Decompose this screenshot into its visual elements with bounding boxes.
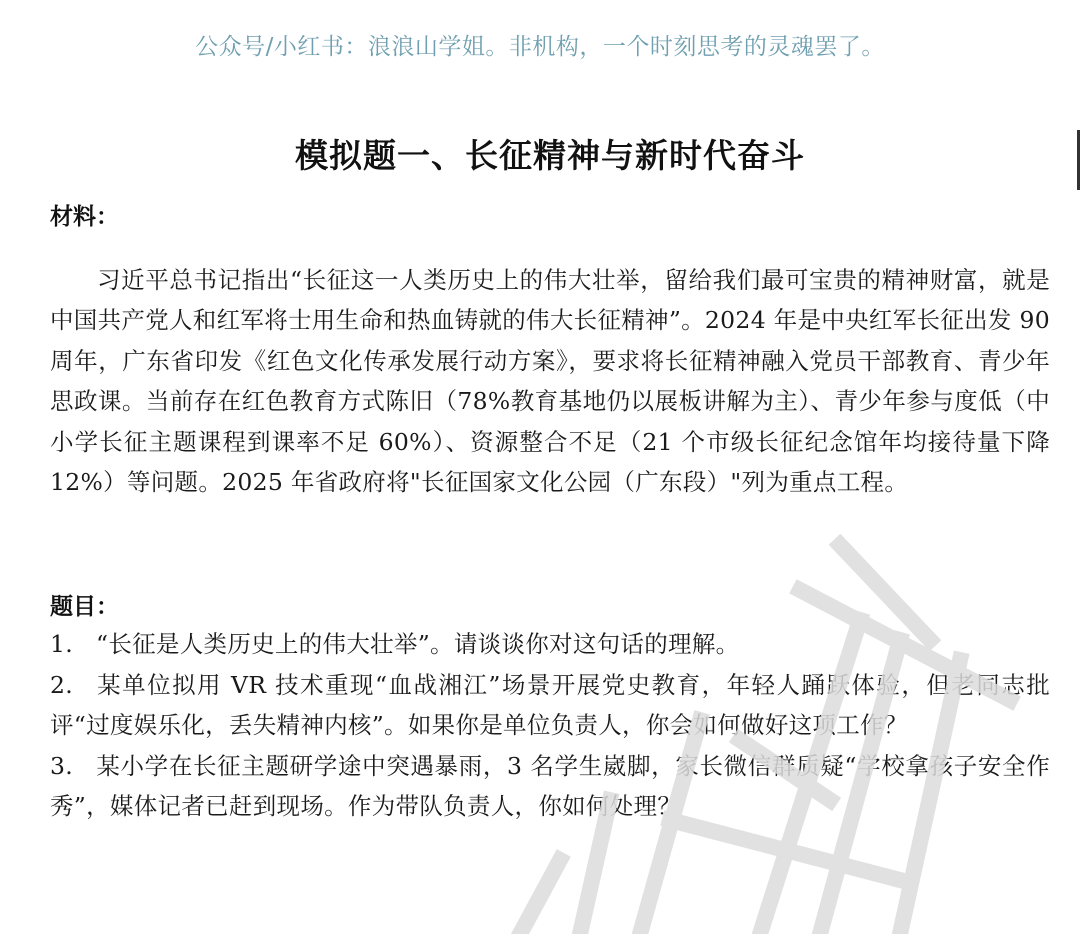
material-label: 材料： [50,204,119,230]
question-number: 3. [50,751,74,780]
question-list [50,624,1050,827]
questions-label: 题目： [50,594,119,620]
question-text: “长征是人类历史上的伟大壮举”。请谈谈你对这句话的理解。 [96,630,740,658]
question-item [50,665,1050,746]
page-title: 模拟题一、长征精神与新时代奋斗 [295,136,805,175]
material-paragraph: 习近平总书记指出“长征这一人类历史上的伟大壮举，留给我们最可宝贵的精神财富，就是中国共产党人和红军将士用生命和热血铸就的伟大长征精神”。2024 年是中央红军长征出发 90 周年，广东省印发《红色文化传承发展行动方案》，要求将长征精神融入党员干部教育、青少年思政课。当前存在红色教育方式陈旧（78%教育基地仍以展板讲解为主）、青少年参与度低（中小学长征主题课程到课率不足 60%）、资源整合不足（21 个市级长征纪念馆年均接待量下降 12%）等问题。2025 年省政府将"长征国家文化公园（广东段）"列为重点工程。 [50,265,1050,496]
question-item [50,746,1050,827]
question-text: 某单位拟用 VR 技术重现“血战湘江”场景开展党史教育，年轻人踊跃体验，但老同志批评“过度娱乐化，丢失精神内核”。如果你是单位负责人，你会如何做好这项工作？ [50,670,1050,739]
question-item [50,624,1050,665]
question-text: 某小学在长征主题研学途中突遇暴雨，3 名学生崴脚，家长微信群质疑“学校拿孩子安全作秀”，媒体记者已赶到现场。作为带队负责人，你如何处理？ [50,751,1050,820]
header-note: 公众号/小红书：浪浪山学姐。非机构，一个时刻思考的灵魂罢了。 [195,34,885,60]
question-number: 2. [50,670,74,699]
question-number: 1. [50,630,74,658]
